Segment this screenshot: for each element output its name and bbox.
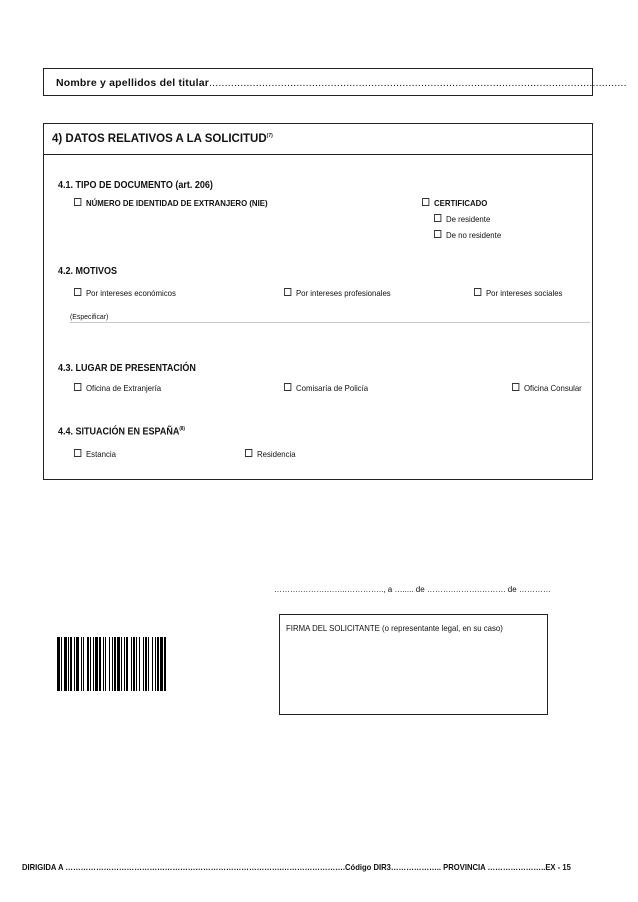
option-comisaria[interactable] [284,383,368,393]
motivos-heading: 4.2. MOTIVOS [58,266,118,277]
situacion-heading-text: 4.4. SITUACIÓN EN ESPAÑA [58,426,180,438]
signature-label: FIRMA DEL SOLICITANTE (o representante legal, en su caso) [286,623,503,633]
checkbox-icon[interactable] [74,288,81,296]
option-residencia-label: Residencia [256,449,296,459]
applicant-name-box [43,68,627,96]
option-sociales[interactable] [474,288,562,298]
especificar-label: (Especificar) [70,312,109,321]
barcode-image [55,637,245,691]
option-nie[interactable] [74,198,268,208]
option-de-residente[interactable] [434,214,490,224]
place-date-line[interactable]: ……….……….……..………….., a …..... de ……….……….………. de ………… [274,585,551,594]
section-4-header [44,124,592,155]
checkbox-icon[interactable] [434,214,441,222]
option-economicos-label: Por intereses económicos [85,288,176,298]
section-4-title-text: 4) DATOS RELATIVOS A LA SOLICITUD [52,133,267,145]
option-economicos[interactable] [74,288,176,298]
option-comisaria-label: Comisaría de Policía [295,383,369,393]
section-4-box [43,123,593,480]
situacion-heading-note: (8) [179,426,185,432]
option-extranjeria[interactable] [74,383,161,393]
applicant-name-field[interactable] [56,77,627,89]
checkbox-icon[interactable] [284,383,291,391]
option-sociales-label: Por intereses sociales [485,288,563,298]
checkbox-icon[interactable] [434,230,441,238]
option-estancia-label: Estancia [85,449,116,459]
checkbox-icon[interactable] [74,449,81,457]
option-de-no-residente-label: De no residente [445,230,502,240]
lugar-heading: 4.3. LUGAR DE PRESENTACIÓN [58,363,196,374]
option-certificado[interactable] [422,198,487,208]
checkbox-icon[interactable] [74,198,81,206]
section-4-title-note: (7) [266,133,273,140]
checkbox-icon[interactable] [284,288,291,296]
option-profesionales-label: Por intereses profesionales [295,288,391,298]
situacion-heading [58,426,185,437]
checkbox-icon[interactable] [512,383,519,391]
option-extranjeria-label: Oficina de Extranjería [85,383,162,393]
footer-dirigida[interactable]: DIRIGIDA A ………………………………………………………………………….…………………….Código DIR3……………….. PROVINCIA …………………..EX - 15 [22,862,571,872]
option-certificado-label: CERTIFICADO [433,198,488,208]
option-consular-label: Oficina Consular [523,383,582,393]
option-de-residente-label: De residente [445,214,491,224]
option-estancia[interactable] [74,449,116,459]
applicant-name-label: Nombre y apellidos del titular [56,77,210,89]
option-de-no-residente[interactable] [434,230,501,240]
option-residencia[interactable] [245,449,296,459]
doc-type-heading: 4.1. TIPO DE DOCUMENTO (art. 206) [58,180,213,191]
checkbox-icon[interactable] [422,198,429,206]
option-profesionales[interactable] [284,288,391,298]
option-consular[interactable] [512,383,582,393]
applicant-name-dots: ...................................................................................................................................... [209,77,627,89]
checkbox-icon[interactable] [74,383,81,391]
section-4-title [52,133,273,145]
especificar-line[interactable] [70,322,590,323]
checkbox-icon[interactable] [474,288,481,296]
option-nie-label: NÚMERO DE IDENTIDAD DE EXTRANJERO (NIE) [85,198,268,208]
signature-box[interactable] [279,614,548,715]
checkbox-icon[interactable] [245,449,252,457]
